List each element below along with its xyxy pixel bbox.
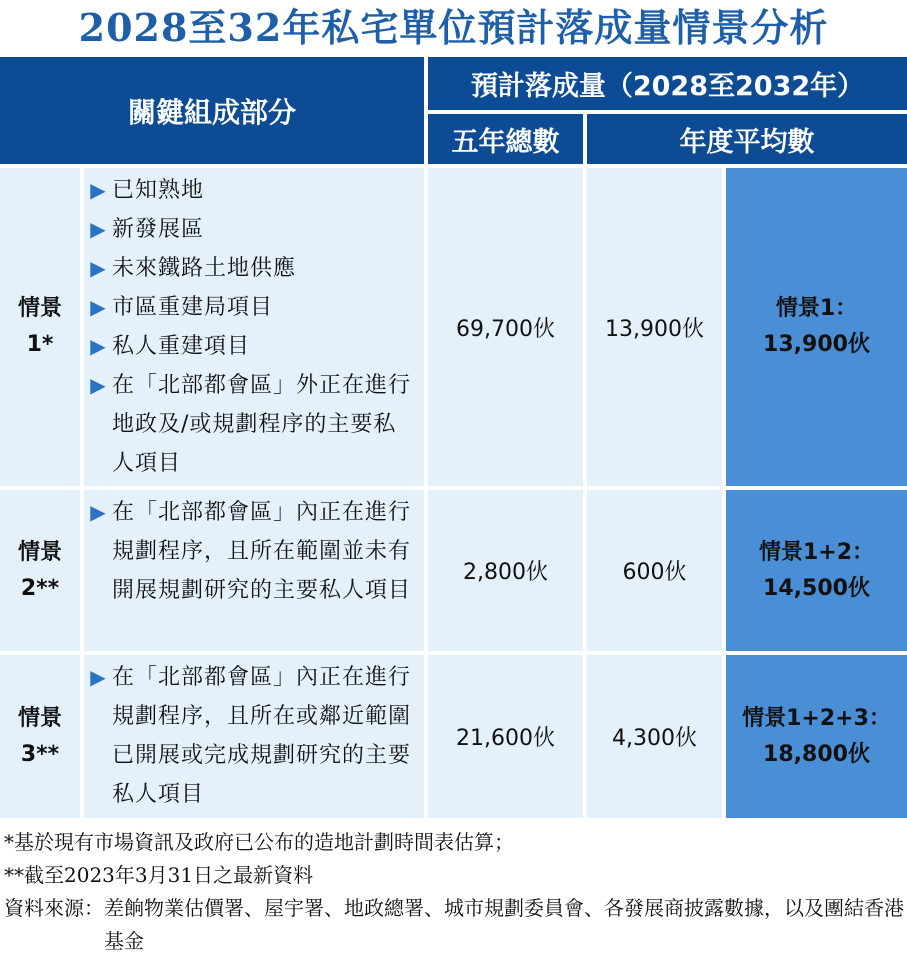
scenario-1-cumulative-label: 情景1：	[775, 296, 858, 321]
scenario-1-cumulative	[726, 168, 907, 486]
scenario-2-number: 2**	[20, 575, 60, 601]
triangle-right-icon: ▶	[90, 295, 106, 319]
triangle-right-icon: ▶	[90, 217, 106, 241]
scenario-3-average: 4,300伙	[587, 655, 722, 818]
list-item: ▶ 未來鐵路土地供應	[84, 249, 424, 288]
scenario-1-word: 情景	[17, 296, 62, 321]
list-item: ▶ 在「北部都會區」外正在進行地政及/或規劃程序的主要私人項目	[84, 366, 424, 483]
scenario-2-cumulative-value: 14,500伙	[763, 575, 870, 601]
triangle-right-icon: ▶	[90, 334, 106, 358]
scenario-3-cumulative-value: 18,800伙	[763, 741, 870, 767]
scenario-1-number: 1*	[26, 332, 54, 357]
source-text: 差餉物業估價署、屋宇署、地政總署、城市規劃委員會、各發展商披露數據，以及團結香港基金	[104, 896, 904, 953]
triangle-right-icon: ▶	[90, 256, 106, 280]
footnote-1: *基於現有市場資訊及政府已公布的造地計劃時間表估算；	[4, 830, 514, 854]
scenario-1-average: 13,900伙	[587, 168, 722, 486]
header-key-components: 關鍵組成部分	[0, 57, 424, 164]
scenario-1-label	[0, 168, 80, 486]
scenario-2-total: 2,800伙	[428, 490, 583, 651]
list-item: ▶ 新發展區	[84, 210, 424, 249]
header-five-year-total: 五年總數	[428, 114, 583, 164]
source-note	[4, 892, 904, 958]
scenario-3-cumulative	[726, 655, 907, 818]
scenario-2-label	[0, 490, 80, 651]
source-label: 資料來源：	[4, 896, 104, 920]
scenario-2-word: 情景	[17, 539, 62, 565]
list-item: ▶ 私人重建項目	[84, 327, 424, 366]
footnotes	[4, 826, 904, 958]
scenario-3-cumulative-label: 情景1+2+3：	[742, 705, 891, 731]
list-item: ▶ 已知熟地	[84, 171, 424, 210]
list-item: ▶ 市區重建局項目	[84, 288, 424, 327]
header-annual-average: 年度平均數	[587, 114, 907, 164]
header-projected: 預計落成量（2028至2032年）	[428, 57, 907, 110]
scenario-3-total: 21,600伙	[428, 655, 583, 818]
scenario-1-total: 69,700伙	[428, 168, 583, 486]
scenario-2-average: 600伙	[587, 490, 722, 651]
list-item: ▶ 在「北部都會區」內正在進行規劃程序，且所在或鄰近範圍已開展或完成規劃研究的主要私人項目	[84, 658, 424, 814]
triangle-right-icon: ▶	[90, 373, 106, 397]
list-item: ▶ 在「北部都會區」內正在進行規劃程序，且所在範圍並未有開展規劃研究的主要私人項目	[84, 493, 424, 610]
triangle-right-icon: ▶	[90, 178, 106, 202]
scenario-3-number: 3**	[20, 741, 60, 767]
scenario-2-components	[84, 490, 424, 651]
scenario-3-word: 情景	[17, 705, 62, 731]
triangle-right-icon: ▶	[90, 665, 106, 689]
triangle-right-icon: ▶	[90, 500, 106, 524]
scenario-1-cumulative-value: 13,900伙	[763, 332, 870, 357]
footnote-2: **截至2023年3月31日之最新資料	[4, 863, 314, 887]
scenario-2-cumulative-label: 情景1+2：	[758, 539, 875, 565]
scenario-2-cumulative	[726, 490, 907, 651]
scenario-3-label	[0, 655, 80, 818]
scenario-1-components	[84, 168, 424, 486]
scenario-3-components	[84, 655, 424, 818]
page-title: 2028至32年私宅單位預計落成量情景分析	[78, 5, 829, 50]
